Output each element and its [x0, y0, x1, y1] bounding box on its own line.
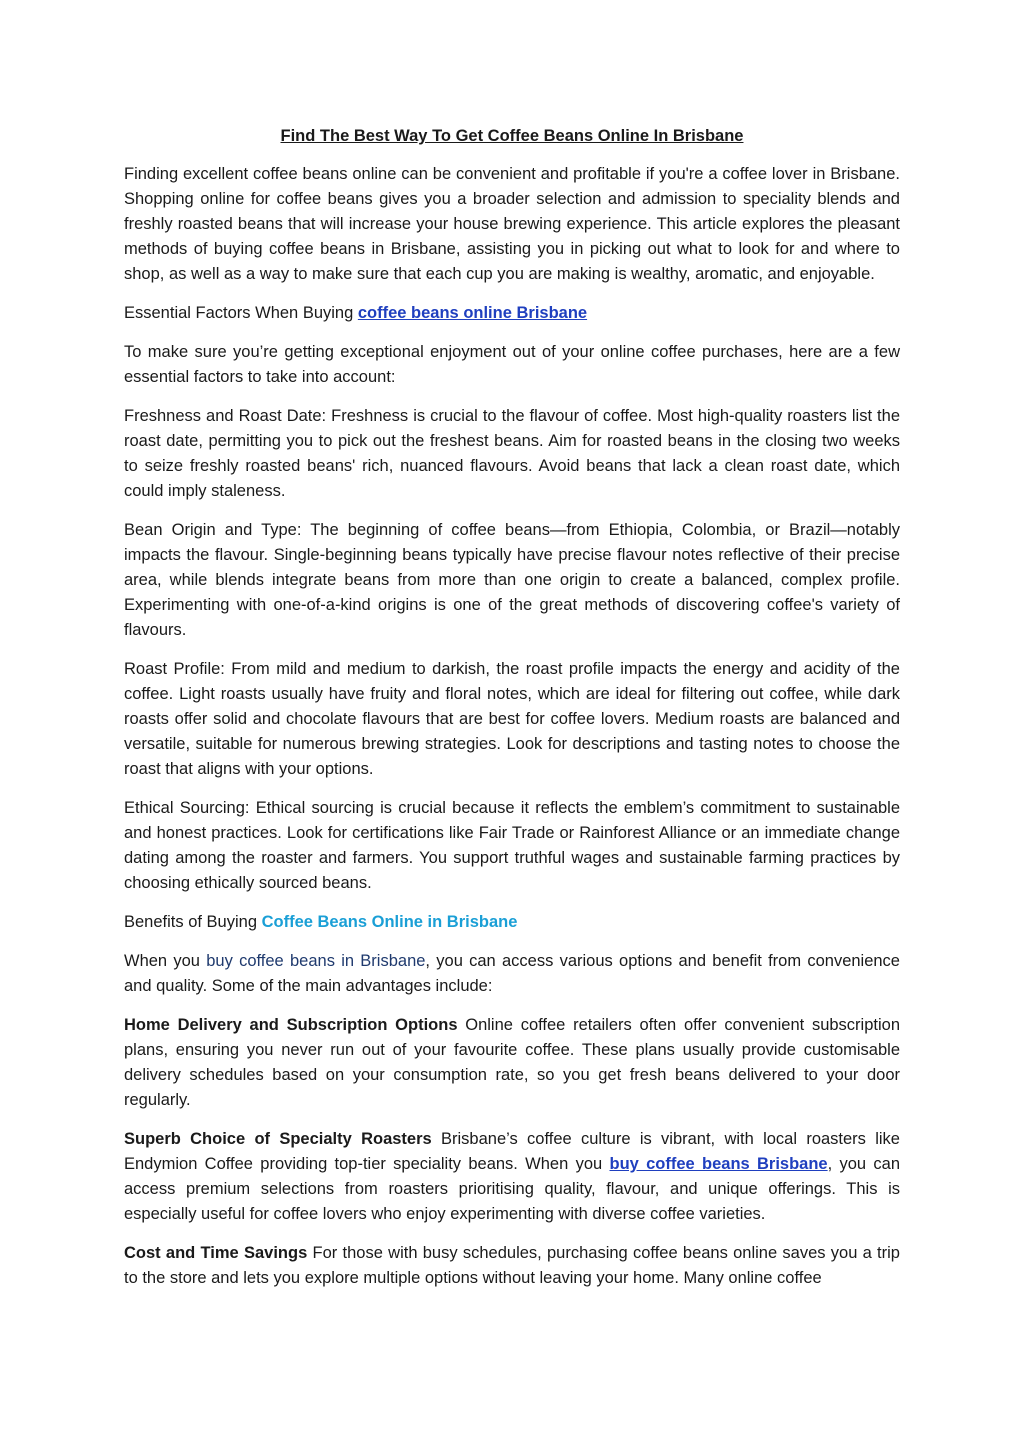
benefit-home-delivery-paragraph [124, 1013, 900, 1113]
benefits-intro-prefix: When you [124, 952, 207, 970]
benefit-specialty-roasters-title: Superb Choice of Specialty Roasters [124, 1130, 432, 1148]
benefits-heading [124, 910, 900, 935]
factor-origin-paragraph: Bean Origin and Type: The beginning of coffee beans—from Ethiopia, Colombia, or Brazil—notably impacts the flavour. Single-beginning beans typically have precise flavour notes reflective of their precise area, while blends integrate beans from more than one origin to create a balanced, complex profile. Experimenting with one-of-a-kind origins is one of the great methods of discovering coffee's variety of flavours. [124, 521, 900, 639]
document-title: Find The Best Way To Get Coffee Beans Online In Brisbane [280, 127, 744, 145]
benefit-specialty-roasters-paragraph [124, 1127, 900, 1227]
benefit-cost-time-paragraph [124, 1241, 900, 1291]
essential-heading [124, 301, 900, 326]
buy-coffee-beans-brisbane-link[interactable]: buy coffee beans Brisbane [609, 1155, 828, 1173]
intro-paragraph: Finding excellent coffee beans online can be convenient and profitable if you're a coffee lover in Brisbane. Shopping online for coffee beans gives you a broader selection and admission to speciality blends and freshly roasted beans that will increase your house brewing experience. This article explores the pleasant methods of buying coffee beans in Brisbane, assisting you in picking out what to look for and where to shop, as well as a way to make sure that each cup you are making is wealthy, aromatic, and enjoyable. [124, 165, 900, 283]
factor-freshness-paragraph: Freshness and Roast Date: Freshness is crucial to the flavour of coffee. Most high-quality roasters list the roast date, permitting you to pick out the freshest beans. Aim for roasted beans in the closing two weeks to seize freshly roasted beans' rich, nuanced flavours. Avoid beans that lack a clean roast date, which could imply staleness. [124, 407, 900, 500]
coffee-beans-online-brisbane-link[interactable]: coffee beans online Brisbane [357, 304, 588, 322]
benefit-specialty-roasters-text-1: Brisbane’s coffee culture is vibrant, with local roasters like Endymion Coffee providing top-tier speciality beans. When you [124, 1130, 900, 1173]
benefit-home-delivery-text: Online coffee retailers often offer convenient subscription plans, ensuring you never run out of your favourite coffee. These plans usually provide customisable delivery schedules based on your consumption rate, so you get fresh beans delivered to your door regularly. [124, 1016, 900, 1109]
benefits-intro-suffix: , you can access various options and benefit from convenience and quality. Some of the main advantages include: [124, 952, 900, 995]
factor-roast-paragraph: Roast Profile: From mild and medium to darkish, the roast profile impacts the energy and acidity of the coffee. Light roasts usually have fruity and floral notes, which are ideal for filtering out coffee, while dark roasts offer solid and chocolate flavours that are best for coffee lovers. Medium roasts are balanced and versatile, suitable for numerous brewing strategies. Look for descriptions and tasting notes to choose the roast that aligns with your options. [124, 660, 900, 778]
factor-ethical-paragraph: Ethical Sourcing: Ethical sourcing is crucial because it reflects the emblem’s commitment to sustainable and honest practices. Look for certifications like Fair Trade or Rainforest Alliance or an immediate change dating among the roaster and farmers. You support truthful wages and sustainable farming practices by choosing ethically sourced beans. [124, 799, 900, 892]
benefit-cost-time-text: For those with busy schedules, purchasing coffee beans online saves you a trip to the store and lets you explore multiple options without leaving your home. Many online coffee [124, 1244, 900, 1287]
benefit-home-delivery-title: Home Delivery and Subscription Options [124, 1016, 458, 1034]
document-page [124, 124, 900, 1305]
benefits-heading-text: Benefits of Buying [124, 913, 262, 931]
benefit-cost-time-title: Cost and Time Savings [124, 1244, 308, 1262]
benefits-intro-paragraph [124, 949, 900, 999]
essential-intro-paragraph: To make sure you’re getting exceptional enjoyment out of your online coffee purchases, here are a few essential factors to take into account: [124, 343, 900, 386]
benefit-specialty-roasters-text-2: , you can access premium selections from roasters prioritising quality, flavour, and unique offerings. This is especially useful for coffee lovers who enjoy experimenting with diverse coffee varieties. [124, 1155, 900, 1223]
coffee-beans-online-in-brisbane-link[interactable]: Coffee Beans Online in Brisbane [261, 913, 518, 931]
buy-coffee-beans-in-brisbane-link[interactable]: buy coffee beans in Brisbane [206, 952, 426, 970]
essential-heading-text: Essential Factors When Buying [124, 304, 358, 322]
